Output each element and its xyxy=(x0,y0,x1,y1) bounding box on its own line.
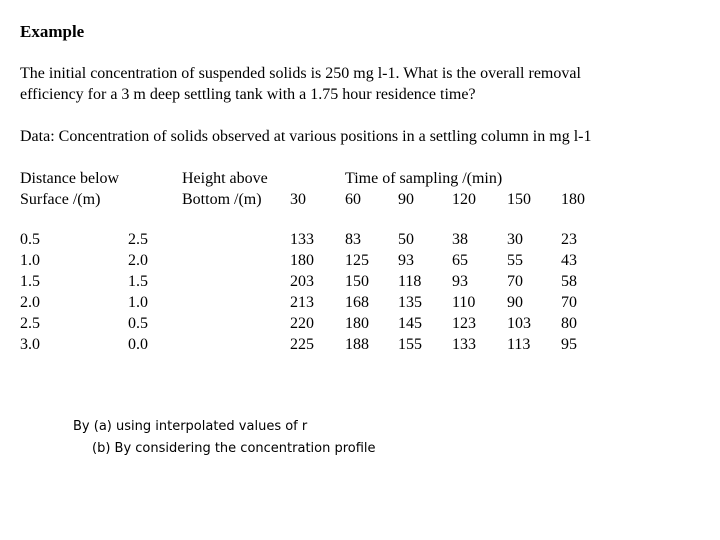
concentration-cell: 188 xyxy=(345,336,369,353)
note-a-text: using interpolated values of r xyxy=(111,419,308,434)
concentration-cell: 80 xyxy=(561,315,577,332)
concentration-cell: 113 xyxy=(507,336,531,353)
distance-header-line-1: Distance below xyxy=(20,170,120,187)
concentration-cell: 133 xyxy=(452,336,476,353)
concentration-cell: 203 xyxy=(290,273,314,290)
height-cell: 0.0 xyxy=(128,336,148,353)
height-header-line-2: Bottom /(m) xyxy=(182,191,262,208)
note-b-label: (b) xyxy=(92,441,111,456)
concentration-cell: 133 xyxy=(290,231,314,248)
concentration-cell: 58 xyxy=(561,273,577,290)
distance-cell: 1.0 xyxy=(20,252,40,269)
distance-cell: 2.5 xyxy=(20,315,40,332)
height-cell: 1.5 xyxy=(128,273,148,290)
note-a xyxy=(73,416,376,438)
time-header-120: 120 xyxy=(452,191,476,208)
concentration-cell: 23 xyxy=(561,231,577,248)
height-cell: 1.0 xyxy=(128,294,148,311)
concentration-cell: 220 xyxy=(290,315,314,332)
concentration-cell: 95 xyxy=(561,336,577,353)
concentration-cell: 213 xyxy=(290,294,314,311)
time-header: Time of sampling /(min) xyxy=(345,170,503,187)
concentration-cell: 168 xyxy=(345,294,369,311)
solution-notes xyxy=(73,416,376,460)
time-header-60: 60 xyxy=(345,191,361,208)
example-heading: Example xyxy=(20,22,85,41)
concentration-cell: 118 xyxy=(398,273,422,290)
concentration-cell: 135 xyxy=(398,294,422,311)
note-a-prefix: By xyxy=(73,419,94,434)
concentration-cell: 110 xyxy=(452,294,476,311)
concentration-cell: 50 xyxy=(398,231,414,248)
concentration-cell: 103 xyxy=(507,315,531,332)
concentration-cell: 90 xyxy=(507,294,523,311)
distance-cell: 0.5 xyxy=(20,231,40,248)
concentration-cell: 93 xyxy=(452,273,468,290)
time-header-150: 150 xyxy=(507,191,531,208)
distance-cell: 1.5 xyxy=(20,273,40,290)
concentration-cell: 65 xyxy=(452,252,468,269)
question-line-2: efficiency for a 3 m deep settling tank with a 1.75 hour residence time? xyxy=(20,86,476,103)
question-line-1: The initial concentration of suspended solids is 250 mg l-1. What is the overall removal xyxy=(20,65,581,82)
concentration-cell: 70 xyxy=(507,273,523,290)
distance-cell: 3.0 xyxy=(20,336,40,353)
note-a-label: (a) xyxy=(93,419,112,434)
concentration-cell: 150 xyxy=(345,273,369,290)
time-header-30: 30 xyxy=(290,191,306,208)
concentration-cell: 83 xyxy=(345,231,361,248)
distance-header-line-2: Surface /(m) xyxy=(20,191,101,208)
distance-cell: 2.0 xyxy=(20,294,40,311)
concentration-cell: 180 xyxy=(345,315,369,332)
height-cell: 2.5 xyxy=(128,231,148,248)
concentration-cell: 180 xyxy=(290,252,314,269)
height-cell: 2.0 xyxy=(128,252,148,269)
concentration-cell: 145 xyxy=(398,315,422,332)
note-b-text: By considering the concentration profile xyxy=(110,441,376,456)
height-cell: 0.5 xyxy=(128,315,148,332)
note-b xyxy=(73,438,376,460)
concentration-cell: 55 xyxy=(507,252,523,269)
concentration-cell: 93 xyxy=(398,252,414,269)
height-header-line-1: Height above xyxy=(182,170,268,187)
time-header-180: 180 xyxy=(561,191,585,208)
concentration-cell: 225 xyxy=(290,336,314,353)
concentration-cell: 123 xyxy=(452,315,476,332)
concentration-cell: 125 xyxy=(345,252,369,269)
concentration-cell: 155 xyxy=(398,336,422,353)
concentration-cell: 38 xyxy=(452,231,468,248)
concentration-cell: 43 xyxy=(561,252,577,269)
concentration-cell: 30 xyxy=(507,231,523,248)
time-header-90: 90 xyxy=(398,191,414,208)
data-description: Data: Concentration of solids observed at various positions in a settling column in mg l-1 xyxy=(20,128,592,145)
concentration-cell: 70 xyxy=(561,294,577,311)
